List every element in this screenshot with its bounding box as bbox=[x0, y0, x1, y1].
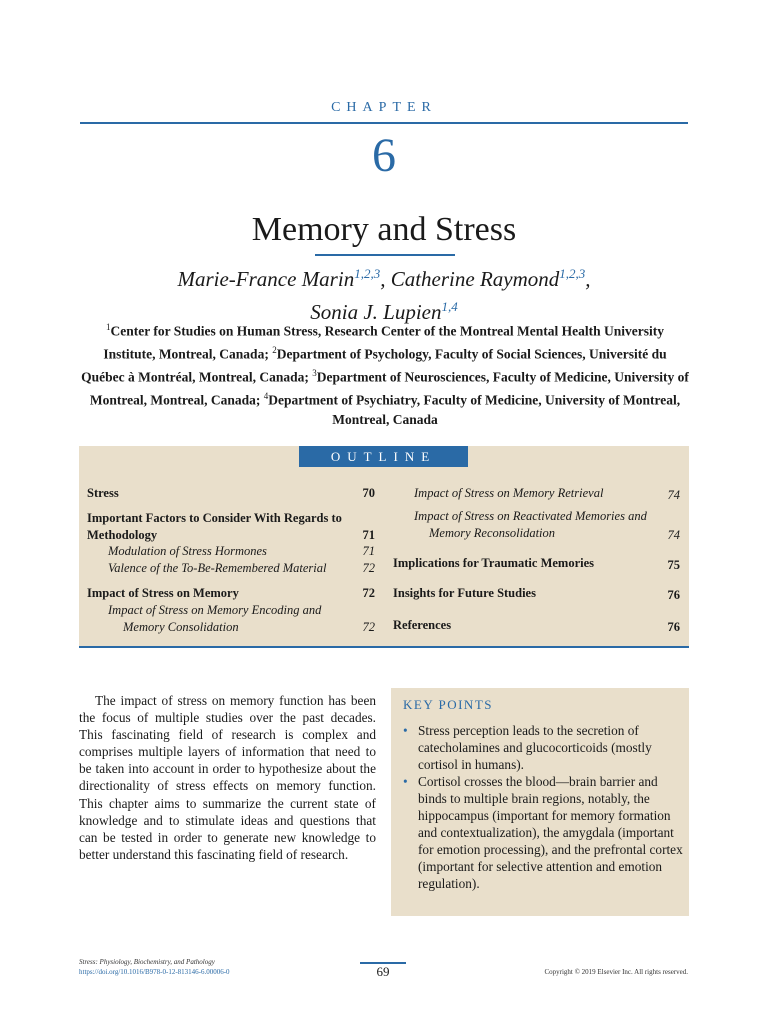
toc-entry[interactable] bbox=[393, 555, 680, 572]
toc-entry-title: Insights for Future Studies bbox=[393, 586, 536, 600]
affiliation-text: Center for Studies on Human Stress, Research Center of the Montreal Mental Health University Institute, Montreal, Canada; bbox=[103, 323, 664, 362]
affiliation-text: Department of Neurosciences, Faculty of Medicine, University of Montreal, Montreal, Canada; bbox=[89, 369, 689, 408]
toc-entry-title: References bbox=[393, 618, 452, 632]
key-points-list bbox=[401, 722, 683, 892]
affiliation-mark: 3 bbox=[312, 368, 317, 378]
bullet-icon: • bbox=[403, 723, 408, 738]
outline-label: OUTLINE bbox=[299, 446, 468, 467]
toc-entry[interactable] bbox=[108, 560, 375, 577]
author-name: Sonia J. Lupien bbox=[310, 300, 442, 324]
toc-entry[interactable] bbox=[414, 485, 680, 502]
affiliation-mark: 2 bbox=[272, 345, 277, 355]
key-point-text: Cortisol crosses the blood—brain barrier and binds to multiple brain regions, notably, the hippocampus (important for memory formation and contextualization), the amygdala (important for emotion processing), and the prefrontal cortex (important for selective attention and emotion regulation). bbox=[418, 774, 683, 891]
outline-bottom-rule bbox=[79, 646, 689, 648]
author-list bbox=[90, 260, 678, 326]
toc-entry-title: Modulation of Stress Hormones bbox=[108, 544, 267, 558]
bullet-icon: • bbox=[403, 774, 408, 789]
page-number: 69 bbox=[376, 964, 390, 979]
toc-entry-page: 76 bbox=[667, 588, 680, 602]
author-name: Catherine Raymond bbox=[390, 267, 560, 291]
footer-book-title: Stress: Physiology, Biochemistry, and Pathology bbox=[79, 958, 215, 966]
toc-entry-title: Implications for Traumatic Memories bbox=[393, 556, 595, 570]
toc-entry-title: Impact of Stress on Memory Retrieval bbox=[414, 486, 604, 500]
author-separator: , bbox=[585, 267, 591, 291]
toc-entry-title-cont: Memory Consolidation bbox=[123, 620, 239, 634]
affiliation-mark: 1 bbox=[106, 322, 111, 332]
toc-entry-title: Impact of Stress on Reactivated Memories and bbox=[414, 509, 647, 523]
toc-entry-page: 72 bbox=[362, 586, 375, 600]
toc-entry[interactable] bbox=[393, 617, 680, 634]
toc-entry-title: Valence of the To-Be-Remembered Material bbox=[108, 561, 327, 575]
toc-entry-title: Impact of Stress on Memory Encoding and bbox=[108, 603, 322, 617]
toc-entry-page: 71 bbox=[362, 528, 375, 542]
author-separator: , bbox=[380, 267, 391, 291]
toc-entry-title: Impact of Stress on Memory bbox=[87, 586, 239, 600]
chapter-label: CHAPTER bbox=[331, 100, 437, 115]
toc-entry[interactable] bbox=[414, 508, 680, 542]
toc-entry-page: 72 bbox=[362, 561, 375, 575]
chapter-rule bbox=[80, 122, 688, 124]
toc-entry[interactable] bbox=[87, 510, 375, 544]
author-name: Marie-France Marin bbox=[177, 267, 355, 291]
key-points-title: KEY POINTS bbox=[403, 697, 493, 712]
toc-entry-page: 70 bbox=[362, 486, 375, 500]
affiliation-text: Department of Psychiatry, Faculty of Medicine, University of Montreal, Montreal, Canada bbox=[268, 392, 681, 427]
author-affiliation-marks: 1,4 bbox=[441, 299, 458, 314]
copyright-notice: Copyright © 2019 Elsevier Inc. All rights reserved. bbox=[544, 968, 688, 976]
toc-entry-title-cont: Memory Reconsolidation bbox=[429, 526, 556, 540]
title-rule bbox=[315, 254, 455, 256]
toc-entry-page: 72 bbox=[362, 620, 375, 634]
affiliation-text: Department of Psychology, Faculty of Social Sciences, Université du Québec à Montréal, Montreal, Canada; bbox=[81, 346, 667, 385]
footer-doi-link[interactable]: https://doi.org/10.1016/B978-0-12-813146-6.00006-0 bbox=[79, 968, 230, 976]
toc-entry[interactable] bbox=[87, 485, 375, 502]
footer-citation bbox=[79, 957, 230, 977]
toc-entry[interactable] bbox=[108, 543, 375, 560]
toc-entry-page: 75 bbox=[667, 558, 680, 572]
toc-entry[interactable] bbox=[393, 585, 680, 602]
key-point-item bbox=[401, 722, 683, 773]
toc-entry-page: 76 bbox=[667, 620, 680, 634]
toc-entry-page: 71 bbox=[362, 544, 375, 558]
toc-entry[interactable] bbox=[108, 602, 375, 636]
toc-entry-page: 74 bbox=[667, 488, 680, 502]
key-point-item bbox=[401, 773, 683, 892]
affiliation-mark: 4 bbox=[263, 391, 269, 401]
toc-entry-page: 74 bbox=[667, 528, 680, 542]
chapter-number: 6 bbox=[372, 129, 396, 182]
affiliations bbox=[80, 318, 690, 430]
toc-entry-title: Important Factors to Consider With Regards to bbox=[87, 511, 342, 525]
toc-entry[interactable] bbox=[87, 585, 375, 602]
author-affiliation-marks: 1,2,3 bbox=[559, 266, 586, 281]
key-point-text: Stress perception leads to the secretion of catecholamines and glucocorticoids (mostly cortisol in humans). bbox=[418, 723, 652, 772]
toc-entry-title-cont: Methodology bbox=[87, 528, 158, 542]
chapter-title: Memory and Stress bbox=[251, 211, 517, 248]
intro-paragraph: The impact of stress on memory function has been the focus of multiple studies over the past decades. This fascinating field of research is complex and comprises multiple layers of information that need to be taken into account in order to hypothesize about the directionality of stress effects on memory function. This chapter aims to summarize the current state of knowledge and to stimulate ideas and questions that can be tested in order to generate new knowledge to better understand this fascinating field of research. bbox=[79, 693, 376, 862]
toc-entry-title: Stress bbox=[87, 486, 119, 500]
author-affiliation-marks: 1,2,3 bbox=[354, 266, 381, 281]
